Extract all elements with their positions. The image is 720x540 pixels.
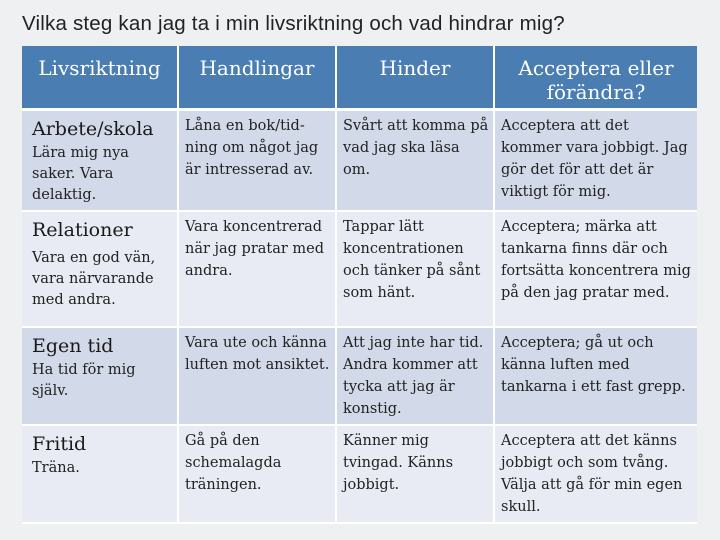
obstacles-cell: Känner mig tvingad. Känns jobbigt. <box>336 425 494 523</box>
life-area-cell <box>22 327 178 425</box>
actions-cell: Vara ute och känna luften mot ansiktet. <box>178 327 336 425</box>
response-cell: Acceptera att det kommer vara jobbigt. Jag gör det för att det är viktigt för mig. <box>494 110 697 212</box>
life-area-title: Egen tid <box>32 335 114 357</box>
obstacles-cell: Svårt att komma på vad jag ska läsa om. <box>336 110 494 212</box>
obstacles-cell: Tappar lätt koncentrationen och tänker på sånt som hänt. <box>336 211 494 327</box>
table-row <box>22 110 697 212</box>
life-area-cell <box>22 211 178 327</box>
header-handlingar: Handlingar <box>178 46 336 110</box>
life-area-notes: Träna. <box>32 460 80 476</box>
life-area-notes: Lära mig nya saker. Vara delaktig. <box>32 145 129 203</box>
header-hinder: Hinder <box>336 46 494 110</box>
life-area-title: Fritid <box>32 433 87 455</box>
obstacles-cell: Att jag inte har tid. Andra kommer att tycka att jag är konstig. <box>336 327 494 425</box>
response-cell: Acceptera att det känns jobbigt och som tvång. Välja att gå för min egen skull. <box>494 425 697 523</box>
values-table <box>22 46 697 524</box>
actions-cell: Låna en bok/tid-ning om något jag är intresserad av. <box>178 110 336 212</box>
life-area-cell <box>22 425 178 523</box>
actions-cell: Vara koncentrerad när jag pratar med andra. <box>178 211 336 327</box>
header-acceptera: Acceptera eller förändra? <box>494 46 697 110</box>
table-row <box>22 425 697 523</box>
life-area-title: Relationer <box>32 219 133 241</box>
table-row <box>22 327 697 425</box>
table-row <box>22 211 697 327</box>
life-area-cell <box>22 110 178 212</box>
life-area-notes: Ha tid för mig själv. <box>32 362 136 399</box>
response-cell: Acceptera; märka att tankarna finns där och fortsätta koncentrera mig på den jag pratar med. <box>494 211 697 327</box>
life-area-notes: Vara en god vän, vara närvarande med andra. <box>32 250 156 308</box>
actions-cell: Gå på den schemalagda träningen. <box>178 425 336 523</box>
header-livsriktning: Livsriktning <box>22 46 178 110</box>
response-cell: Acceptera; gå ut och känna luften med tankarna i ett fast grepp. <box>494 327 697 425</box>
life-area-title: Arbete/skola <box>32 118 154 140</box>
page-title: Vilka steg kan jag ta i min livsriktning och vad hindrar mig? <box>22 12 565 35</box>
table-header-row <box>22 46 697 110</box>
